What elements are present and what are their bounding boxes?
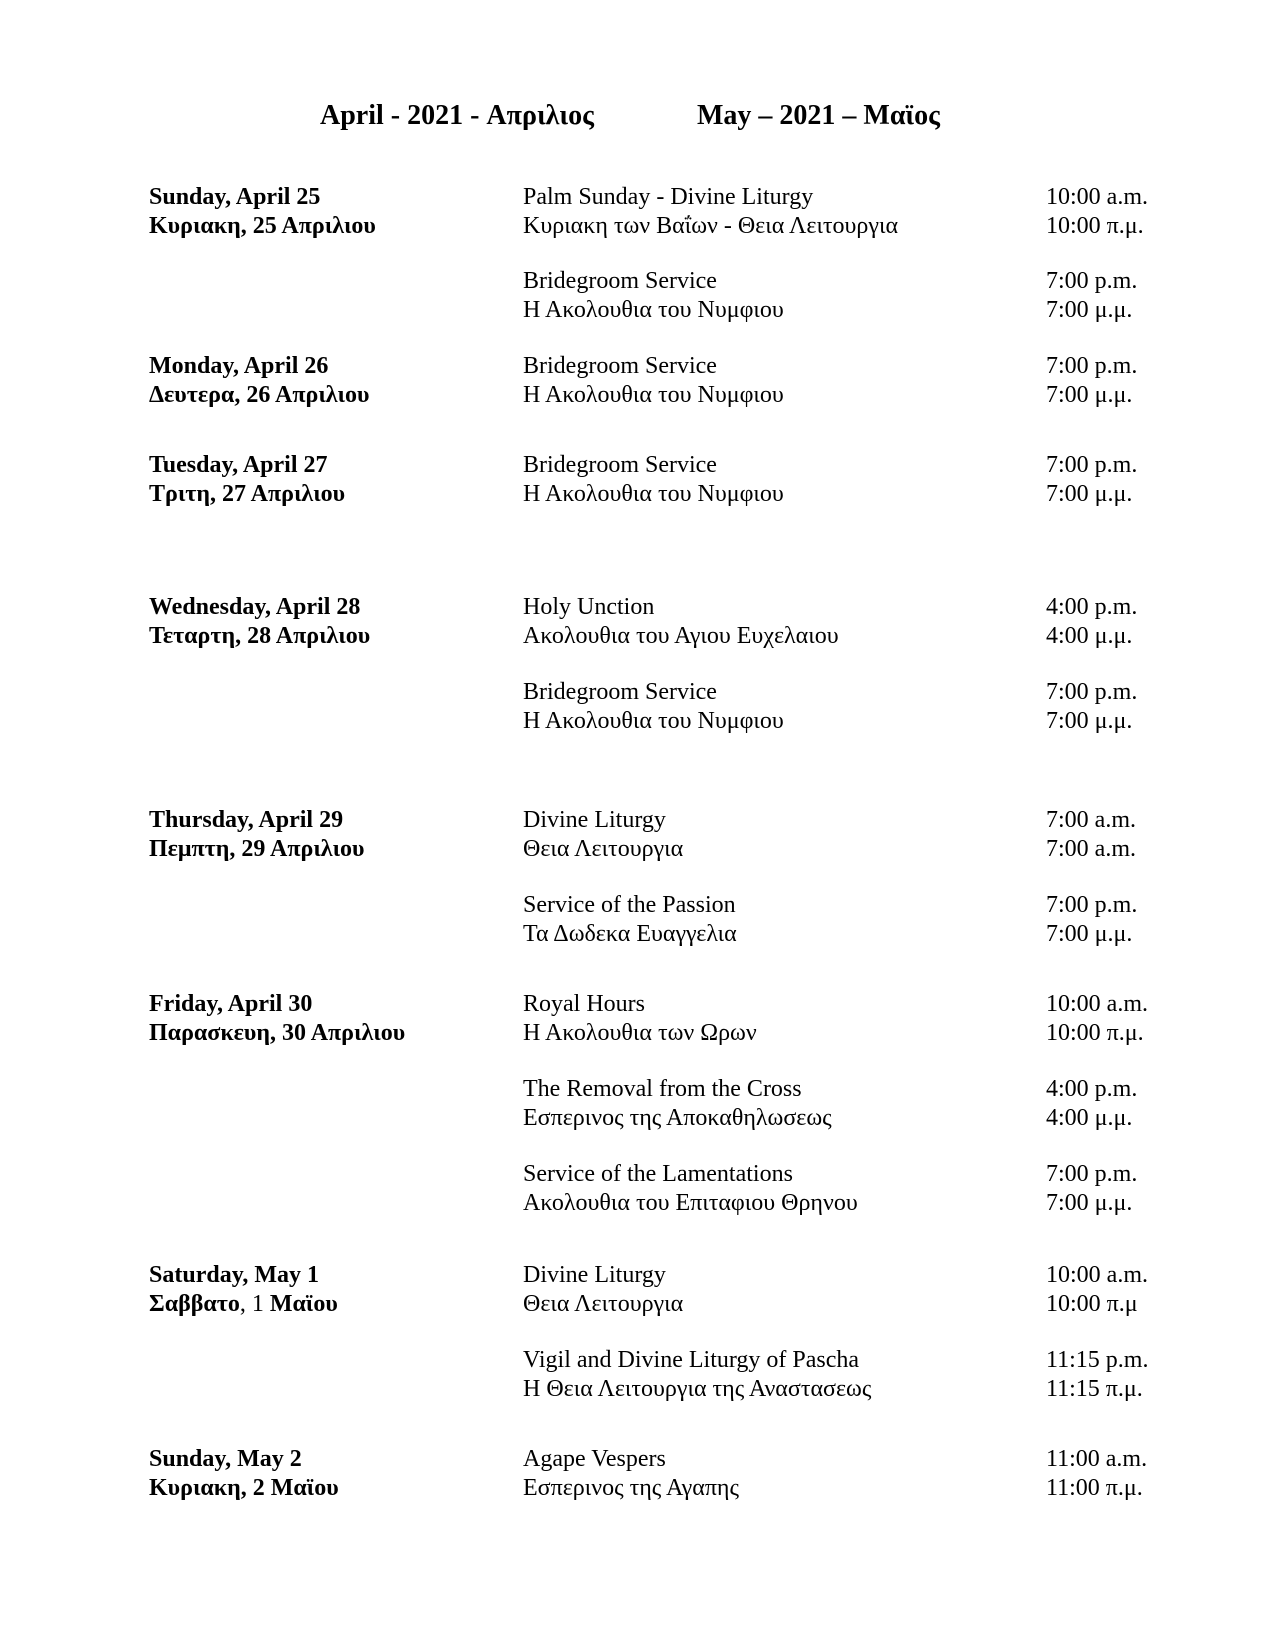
service-gr: Ακολουθια του Αγιου Ευχελαιου: [523, 623, 839, 649]
day-gr: Κυριακη, 25 Απριλιου: [149, 213, 376, 239]
time-en: 10:00 a.m.: [1046, 991, 1148, 1017]
time-en: 7:00 p.m.: [1046, 268, 1138, 294]
day-en: Wednesday, April 28: [149, 594, 361, 620]
time-en: 7:00 p.m.: [1046, 679, 1138, 705]
service-en: Divine Liturgy: [523, 1262, 666, 1288]
schedule-row: [0, 1261, 1275, 1321]
service-gr: Η Ακολουθια των Ωρων: [523, 1020, 757, 1046]
day-en: Monday, April 26: [149, 353, 329, 379]
day-gr: Δευτερα, 26 Απριλιου: [149, 382, 370, 408]
day-en: Friday, April 30: [149, 991, 313, 1017]
service-en: Bridegroom Service: [523, 679, 717, 705]
service-gr: Η Ακολουθια του Νυμφιου: [523, 382, 784, 408]
day-en: Sunday, April 25: [149, 184, 321, 210]
service-gr: Η Θεια Λειτουργια της Αναστασεως: [523, 1376, 872, 1402]
service-en: Agape Vespers: [523, 1446, 666, 1472]
service-gr: Εσπερινος της Αγαπης: [523, 1475, 739, 1501]
time-gr: 7:00 μ.μ.: [1046, 708, 1133, 734]
time-gr: 7:00 μ.μ.: [1046, 1190, 1133, 1216]
time-gr: 7:00 μ.μ.: [1046, 297, 1133, 323]
service-en: The Removal from the Cross: [523, 1076, 802, 1102]
time-gr: 4:00 μ.μ.: [1046, 1105, 1133, 1131]
service-en: Service of the Passion: [523, 892, 736, 918]
service-gr: Κυριακη των Βαΐων - Θεια Λειτουργια: [523, 213, 899, 239]
schedule-row: [0, 1346, 1275, 1406]
time-gr: 10:00 π.μ.: [1046, 1020, 1144, 1046]
day-gr-month: Μαϊου: [269, 1291, 338, 1317]
schedule-row: [0, 352, 1275, 412]
time-en: 11:15 p.m.: [1046, 1347, 1149, 1373]
service-gr: Η Ακολουθια του Νυμφιου: [523, 297, 784, 323]
schedule-row: [0, 806, 1275, 866]
service-en: Service of the Lamentations: [523, 1161, 793, 1187]
time-en: 7:00 p.m.: [1046, 892, 1138, 918]
schedule-row: [0, 678, 1275, 738]
day-en: Sunday, May 2: [149, 1446, 302, 1472]
day-gr-word: Σαββατο: [149, 1291, 240, 1317]
time-en: 10:00 a.m.: [1046, 1262, 1148, 1288]
schedule-row: [0, 891, 1275, 951]
service-gr: Τα Δωδεκα Ευαγγελια: [523, 921, 737, 947]
time-gr: 11:15 π.μ.: [1046, 1376, 1143, 1402]
service-gr: Ακολουθια του Επιταφιου Θρηνου: [523, 1190, 858, 1216]
service-en: Divine Liturgy: [523, 807, 666, 833]
schedule-row: [0, 1160, 1275, 1220]
day-gr-date: , 1: [239, 1291, 270, 1317]
service-en: Holy Unction: [523, 594, 655, 620]
schedule-row: [0, 593, 1275, 653]
day-gr: Τριτη, 27 Απριλιου: [149, 481, 346, 507]
service-gr: Εσπερινος της Αποκαθηλωσεως: [523, 1105, 832, 1131]
schedule-row: [0, 1445, 1275, 1505]
time-en: 7:00 p.m.: [1046, 353, 1138, 379]
time-en: 7:00 p.m.: [1046, 1161, 1138, 1187]
time-en: 4:00 p.m.: [1046, 594, 1138, 620]
day-gr: Πεμπτη, 29 Απριλιου: [149, 836, 365, 862]
service-en: Palm Sunday - Divine Liturgy: [523, 184, 814, 210]
header-april: April - 2021 - Απριλιος: [320, 100, 594, 131]
time-gr: 10:00 π.μ.: [1046, 213, 1144, 239]
service-en: Bridegroom Service: [523, 353, 717, 379]
schedule-row: [0, 267, 1275, 327]
service-gr: Η Ακολουθια του Νυμφιου: [523, 708, 784, 734]
service-gr: Θεια Λειτουργια: [523, 836, 684, 862]
schedule-row: [0, 990, 1275, 1050]
service-en: Vigil and Divine Liturgy of Pascha: [523, 1347, 860, 1373]
schedule-row: [0, 451, 1275, 511]
time-gr: 4:00 μ.μ.: [1046, 623, 1133, 649]
time-gr: 7:00 μ.μ.: [1046, 921, 1133, 947]
time-gr: 10:00 π.μ: [1046, 1291, 1138, 1317]
schedule-row: [0, 1075, 1275, 1135]
time-en: 11:00 a.m.: [1046, 1446, 1148, 1472]
service-en: Bridegroom Service: [523, 452, 717, 478]
header-may: May – 2021 – Μαϊος: [697, 100, 940, 131]
service-en: Bridegroom Service: [523, 268, 717, 294]
time-gr: 11:00 π.μ.: [1046, 1475, 1143, 1501]
day-gr: Κυριακη, 2 Μαϊου: [149, 1475, 339, 1501]
day-en: Thursday, April 29: [149, 807, 344, 833]
service-gr: Θεια Λειτουργια: [523, 1291, 684, 1317]
time-gr: 7:00 μ.μ.: [1046, 382, 1133, 408]
service-en: Royal Hours: [523, 991, 645, 1017]
day-gr: Τεταρτη, 28 Απριλιου: [149, 623, 371, 649]
day-en: Saturday, May 1: [149, 1262, 320, 1288]
time-en: 10:00 a.m.: [1046, 184, 1148, 210]
service-gr: Η Ακολουθια του Νυμφιου: [523, 481, 784, 507]
time-en: 7:00 p.m.: [1046, 452, 1138, 478]
day-en: Tuesday, April 27: [149, 452, 328, 478]
time-gr: 7:00 a.m.: [1046, 836, 1136, 862]
time-en: 4:00 p.m.: [1046, 1076, 1138, 1102]
day-gr: Παρασκευη, 30 Απριλιου: [149, 1020, 406, 1046]
time-en: 7:00 a.m.: [1046, 807, 1136, 833]
time-gr: 7:00 μ.μ.: [1046, 481, 1133, 507]
schedule-row: [0, 183, 1275, 243]
day-gr: [149, 1290, 338, 1319]
